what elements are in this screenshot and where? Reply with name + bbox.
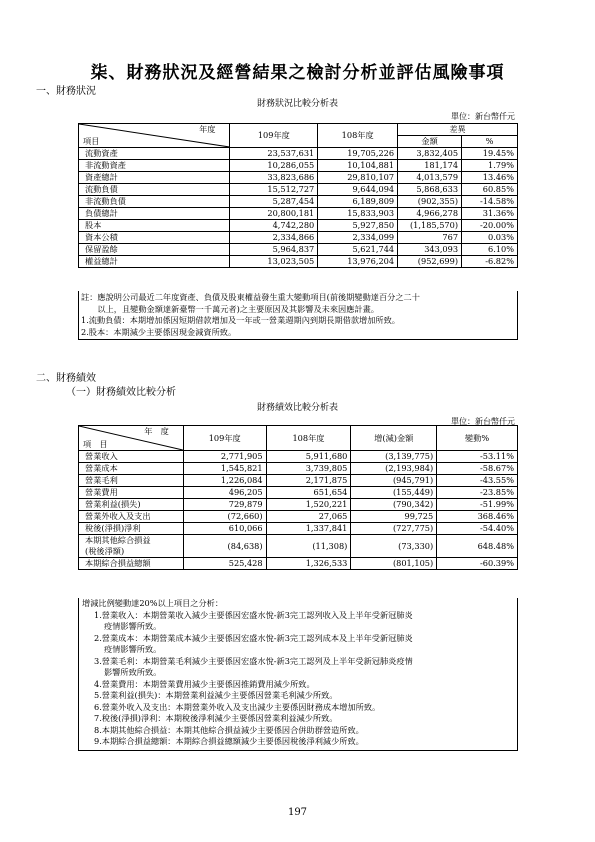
row-diff-amount: (727,775) <box>351 523 437 535</box>
header-year-label: 年度 <box>199 124 216 134</box>
row-value-109: 1,545,821 <box>183 463 266 475</box>
table-row <box>79 463 518 475</box>
row-diff-amount: 767 <box>398 232 462 244</box>
row-diff-pct: -14.58% <box>462 196 518 208</box>
row-value-109: 23,537,631 <box>230 148 318 160</box>
row-item: 非流動資產 <box>79 160 230 172</box>
row-item: 營業費用 <box>79 487 184 499</box>
financial-performance-table <box>78 425 518 570</box>
financial-performance-notes <box>78 598 518 751</box>
row-item: 股本 <box>79 220 230 232</box>
row-value-108: 27,065 <box>266 511 351 523</box>
note-line: 影響所致所致。 <box>104 667 162 677</box>
row-diff-pct: -54.40% <box>437 523 518 535</box>
row-item: 保留盈餘 <box>79 244 230 256</box>
header-item-label: 項目 <box>83 136 100 146</box>
row-item: 非流動負債 <box>79 196 230 208</box>
row-item: 稅後(淨損)淨利 <box>79 523 184 535</box>
row-diff-pct: -60.39% <box>437 558 518 570</box>
header-amount: 金額 <box>398 136 462 148</box>
table-row <box>79 196 518 208</box>
row-value-109: 496,205 <box>183 487 266 499</box>
row-diff-amount: 4,966,278 <box>398 208 462 220</box>
header-diff-2: 增(減)金額 <box>351 426 437 451</box>
row-item <box>79 535 184 558</box>
row-item: 負債總計 <box>79 208 230 220</box>
row-diff-amount: (801,105) <box>351 558 437 570</box>
row-diff-pct: -20.00% <box>462 220 518 232</box>
table-row <box>79 523 518 535</box>
row-item: 資產總計 <box>79 172 230 184</box>
header-109-2: 109年度 <box>183 426 266 451</box>
row-diff-amount: (902,355) <box>398 196 462 208</box>
table-row <box>79 487 518 499</box>
page-number: 197 <box>287 807 308 818</box>
row-diff-amount: (1,185,570) <box>398 220 462 232</box>
note-line: 以上，且變動金額達新臺幣一千萬元者)之主要原因及其影響及未來因應計畫。 <box>81 303 379 314</box>
row-item: 本期綜合損益總額 <box>79 558 184 570</box>
row-diff-pct: -6.82% <box>462 256 518 268</box>
row-value-108: 5,927,850 <box>318 220 398 232</box>
row-diff-amount: 3,832,405 <box>398 148 462 160</box>
table-row <box>79 451 518 463</box>
row-value-109: (72,660) <box>183 511 266 523</box>
row-diff-pct: -23.85% <box>437 487 518 499</box>
note-line: 1.流動負債：本期增加係因短期借款增加及一年或一營業週期內到期長期借款增加所致。 <box>81 315 400 325</box>
row-value-109: 5,287,454 <box>230 196 318 208</box>
table-row <box>79 499 518 511</box>
table-row <box>79 208 518 220</box>
row-item: 營業成本 <box>79 463 184 475</box>
row-value-108: 29,810,107 <box>318 172 398 184</box>
row-value-108: 19,705,226 <box>318 148 398 160</box>
header-year-label-2: 年 度 <box>144 426 169 436</box>
row-item: 資本公積 <box>79 232 230 244</box>
note-line: 疫情影響所致。 <box>104 621 162 631</box>
section-heading-financial-performance: 二、財務績效 <box>36 373 96 384</box>
note-line: 疫情影響所致。 <box>104 644 162 654</box>
header-108-2: 108年度 <box>266 426 351 451</box>
row-item-line: 本期其他綜合損益 <box>85 535 151 545</box>
row-diff-amount: 181,174 <box>398 160 462 172</box>
row-diff-amount: (790,342) <box>351 499 437 511</box>
row-value-108: 5,621,744 <box>318 244 398 256</box>
row-item: 營業收入 <box>79 451 184 463</box>
header-109: 109年度 <box>230 124 318 148</box>
page-title: 柒、財務狀況及經營結果之檢討分析並評估風險事項 <box>90 63 505 83</box>
row-value-108: 13,976,204 <box>318 256 398 268</box>
table-caption-financial-performance: 財務績效比較分析表 <box>256 403 338 413</box>
row-value-108: 651,654 <box>266 487 351 499</box>
row-diff-pct: -51.99% <box>437 499 518 511</box>
row-value-108: 1,326,533 <box>266 558 351 570</box>
financial-position-table <box>78 123 518 268</box>
row-value-109: 610,066 <box>183 523 266 535</box>
row-value-108: 10,104,881 <box>318 160 398 172</box>
row-diff-amount: (945,791) <box>351 475 437 487</box>
note-line: 2.股本：本期減少主要係因現金減資所致。 <box>81 326 237 337</box>
row-item-line: (稅後淨額) <box>85 546 125 556</box>
row-diff-amount: (155,449) <box>351 487 437 499</box>
row-value-108: 9,644,094 <box>318 184 398 196</box>
note-line: 2.營業成本：本期營業成本減少主要係因宏盛水悅-新3完工認列成本及上半年受新冠肺炎 <box>94 632 413 643</box>
row-diff-pct: -43.55% <box>437 475 518 487</box>
row-value-109: 2,771,905 <box>183 451 266 463</box>
table-caption-financial-position: 財務狀況比較分析表 <box>256 99 338 109</box>
row-diff-amount: 99,725 <box>351 511 437 523</box>
row-value-108: 1,337,841 <box>266 523 351 535</box>
table-row <box>79 172 518 184</box>
header-108: 108年度 <box>318 124 398 148</box>
table-row <box>79 148 518 160</box>
unit-label: 單位：新台幣仟元 <box>451 112 515 121</box>
row-item: 流動負債 <box>79 184 230 196</box>
table-row <box>79 475 518 487</box>
row-diff-amount: (73,330) <box>351 535 437 558</box>
header-corner-cell <box>79 124 230 148</box>
table-row <box>79 535 518 558</box>
row-value-109: 20,800,181 <box>230 208 318 220</box>
header-pct-2: 變動% <box>437 426 518 451</box>
row-diff-pct: 368.46% <box>437 511 518 523</box>
row-value-109: 525,428 <box>183 558 266 570</box>
unit-label-2: 單位：新台幣仟元 <box>451 417 515 426</box>
row-value-108: (11,308) <box>266 535 351 558</box>
row-diff-pct: -53.11% <box>437 451 518 463</box>
note-line: 註：應說明公司最近二年度資產、負債及股東權益發生重大變動項目(前後期變動達百分之二十 <box>81 292 420 302</box>
row-value-108: 5,911,680 <box>266 451 351 463</box>
row-value-108: 3,739,805 <box>266 463 351 475</box>
row-value-109: 13,023,505 <box>230 256 318 268</box>
note-line: 8.本期其他綜合損益：本期其他綜合損益減少主要係因合併助群營造所致。 <box>94 724 364 735</box>
row-value-108: 2,334,099 <box>318 232 398 244</box>
row-diff-amount: (952,699) <box>398 256 462 268</box>
row-value-108: 1,520,221 <box>266 499 351 511</box>
row-value-109: 1,226,084 <box>183 475 266 487</box>
row-value-109: 15,512,727 <box>230 184 318 196</box>
table-row <box>79 511 518 523</box>
row-diff-pct: 0.03% <box>462 232 518 244</box>
financial-position-notes <box>78 291 518 340</box>
row-value-109: 729,879 <box>183 499 266 511</box>
row-value-109: 33,823,686 <box>230 172 318 184</box>
note-line: 3.營業毛利：本期營業毛利減少主要係因宏盛水悅-新3完工認列及上半年受新冠肺炎疫情 <box>94 655 413 666</box>
row-diff-amount: 4,013,579 <box>398 172 462 184</box>
note-line: 9.本期綜合損益總額：本期綜合損益總額減少主要係因稅後淨利減少所致。 <box>94 736 364 746</box>
row-diff-amount: 5,868,633 <box>398 184 462 196</box>
section-heading-financial-position: 一、財務狀況 <box>36 86 96 97</box>
table-row <box>79 244 518 256</box>
header-item-label-2: 項 目 <box>83 439 108 449</box>
row-diff-pct: 13.46% <box>462 172 518 184</box>
row-value-109: 2,334,866 <box>230 232 318 244</box>
note-line: 增減比例變動達20%以上項目之分析： <box>82 598 224 608</box>
row-value-108: 2,171,875 <box>266 475 351 487</box>
table-row <box>79 160 518 172</box>
row-diff-pct: 31.36% <box>462 208 518 220</box>
header-diff: 差異 <box>398 124 518 136</box>
row-diff-amount: (3,139,775) <box>351 451 437 463</box>
note-line: 1.營業收入：本期營業收入減少主要係因宏盛水悅-新3完工認列收入及上半年受新冠肺炎 <box>94 609 413 620</box>
row-diff-pct: -58.67% <box>437 463 518 475</box>
row-diff-pct: 60.85% <box>462 184 518 196</box>
row-diff-pct: 648.48% <box>437 535 518 558</box>
row-item: 營業外收入及支出 <box>79 511 184 523</box>
note-line: 5.營業利益(損失)：本期營業利益減少主要係因營業毛利減少所致。 <box>94 690 338 700</box>
row-value-109: (84,638) <box>183 535 266 558</box>
row-item: 流動資產 <box>79 148 230 160</box>
note-line: 6.營業外收入及支出：本期營業外收入及支出減少主要係因財務成本增加所致。 <box>94 701 381 712</box>
row-value-108: 6,189,809 <box>318 196 398 208</box>
row-value-109: 10,286,055 <box>230 160 318 172</box>
row-diff-pct: 19.45% <box>462 148 518 160</box>
row-value-109: 5,964,837 <box>230 244 318 256</box>
header-pct: % <box>462 136 518 148</box>
row-value-108: 15,833,903 <box>318 208 398 220</box>
row-item: 營業利益(損失) <box>79 499 184 511</box>
row-diff-pct: 6.10% <box>462 244 518 256</box>
row-diff-amount: 343,093 <box>398 244 462 256</box>
row-diff-amount: (2,193,984) <box>351 463 437 475</box>
note-line: 4.營業費用：本期營業費用減少主要係因推銷費用減少所致。 <box>94 678 315 689</box>
subsection-heading: （一）財務績效比較分析 <box>66 387 176 398</box>
header-corner-cell-2 <box>79 426 184 451</box>
row-value-109: 4,742,280 <box>230 220 318 232</box>
table-row <box>79 256 518 268</box>
row-item: 權益總計 <box>79 256 230 268</box>
table-row <box>79 232 518 244</box>
table-row <box>79 220 518 232</box>
row-item: 營業毛利 <box>79 475 184 487</box>
note-line: 7.稅後(淨損)淨利：本期稅後淨利減少主要係因營業利益減少所致。 <box>94 713 338 723</box>
table-row <box>79 558 518 570</box>
table-row <box>79 184 518 196</box>
row-diff-pct: 1.79% <box>462 160 518 172</box>
